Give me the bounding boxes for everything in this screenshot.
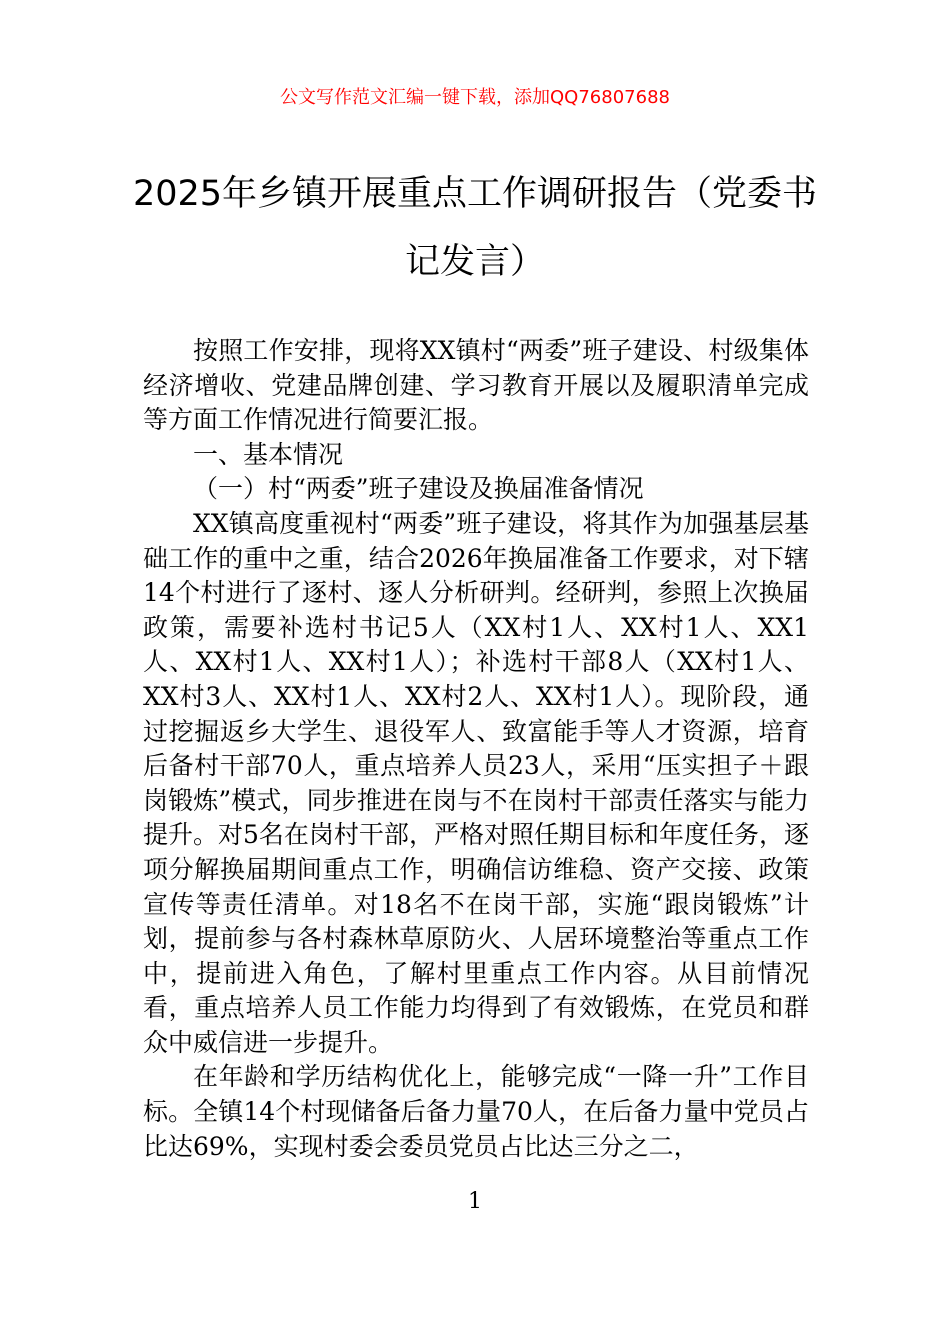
body-paragraph: XX镇高度重视村“两委”班子建设，将其作为加强基层基础工作的重中之重，结合2026年换届准备工作要求，对下辖14个村进行了逐村、逐人分析研判。经研判，参照上次换届政策，需要补选村书记5人（XX村1人、XX村1人、XX1人、XX村1人、XX村1人）；补选村干部8人（XX村1人、XX村3人、XX村1人、XX村2人、XX村1人）。现阶段，通过挖掘返乡大学生、退役军人、致富能手等人才资源，培育后备村干部70人，重点培养人员23人，采用“压实担子＋跟岗锻炼”模式，同步推进在岗与不在岗村干部责任落实与能力提升。对5名在岗村干部，严格对照任期目标和年度任务，逐项分解换届期间重点工作，明确信访维稳、资产交接、政策宣传等责任清单。对18名不在岗干部，实施“跟岗锻炼”计划，提前参与各村森林草原防火、人居环境整治等重点工作中，提前进入角色，了解村里重点工作内容。从目前情况看，重点培养人员工作能力均得到了有效锻炼，在党员和群众中威信进一步提升。 xyxy=(143,508,809,1057)
intro-paragraph: 按照工作安排，现将XX镇村“两委”班子建设、村级集体经济增收、党建品牌创建、学习教育开展以及履职清单完成等方面工作情况进行简要汇报。 xyxy=(143,336,809,435)
subsection-heading: （一）村“两委”班子建设及换届准备情况 xyxy=(193,474,644,504)
section-heading: 一、基本情况 xyxy=(193,439,344,469)
page-number: 1 xyxy=(468,1189,482,1214)
document-body xyxy=(143,334,809,1164)
download-banner: 公文写作范文汇编一键下载，添加QQ76807688 xyxy=(280,87,670,108)
document-title: 2025年乡镇开展重点工作调研报告（党委书记发言） xyxy=(132,174,818,282)
body-paragraph: 在年龄和学历结构优化上，能够完成“一降一升”工作目标。全镇14个村现储备后备力量70人，在后备力量中党员占比达69%，实现村委会委员党员占比达三分之二， xyxy=(143,1062,809,1161)
